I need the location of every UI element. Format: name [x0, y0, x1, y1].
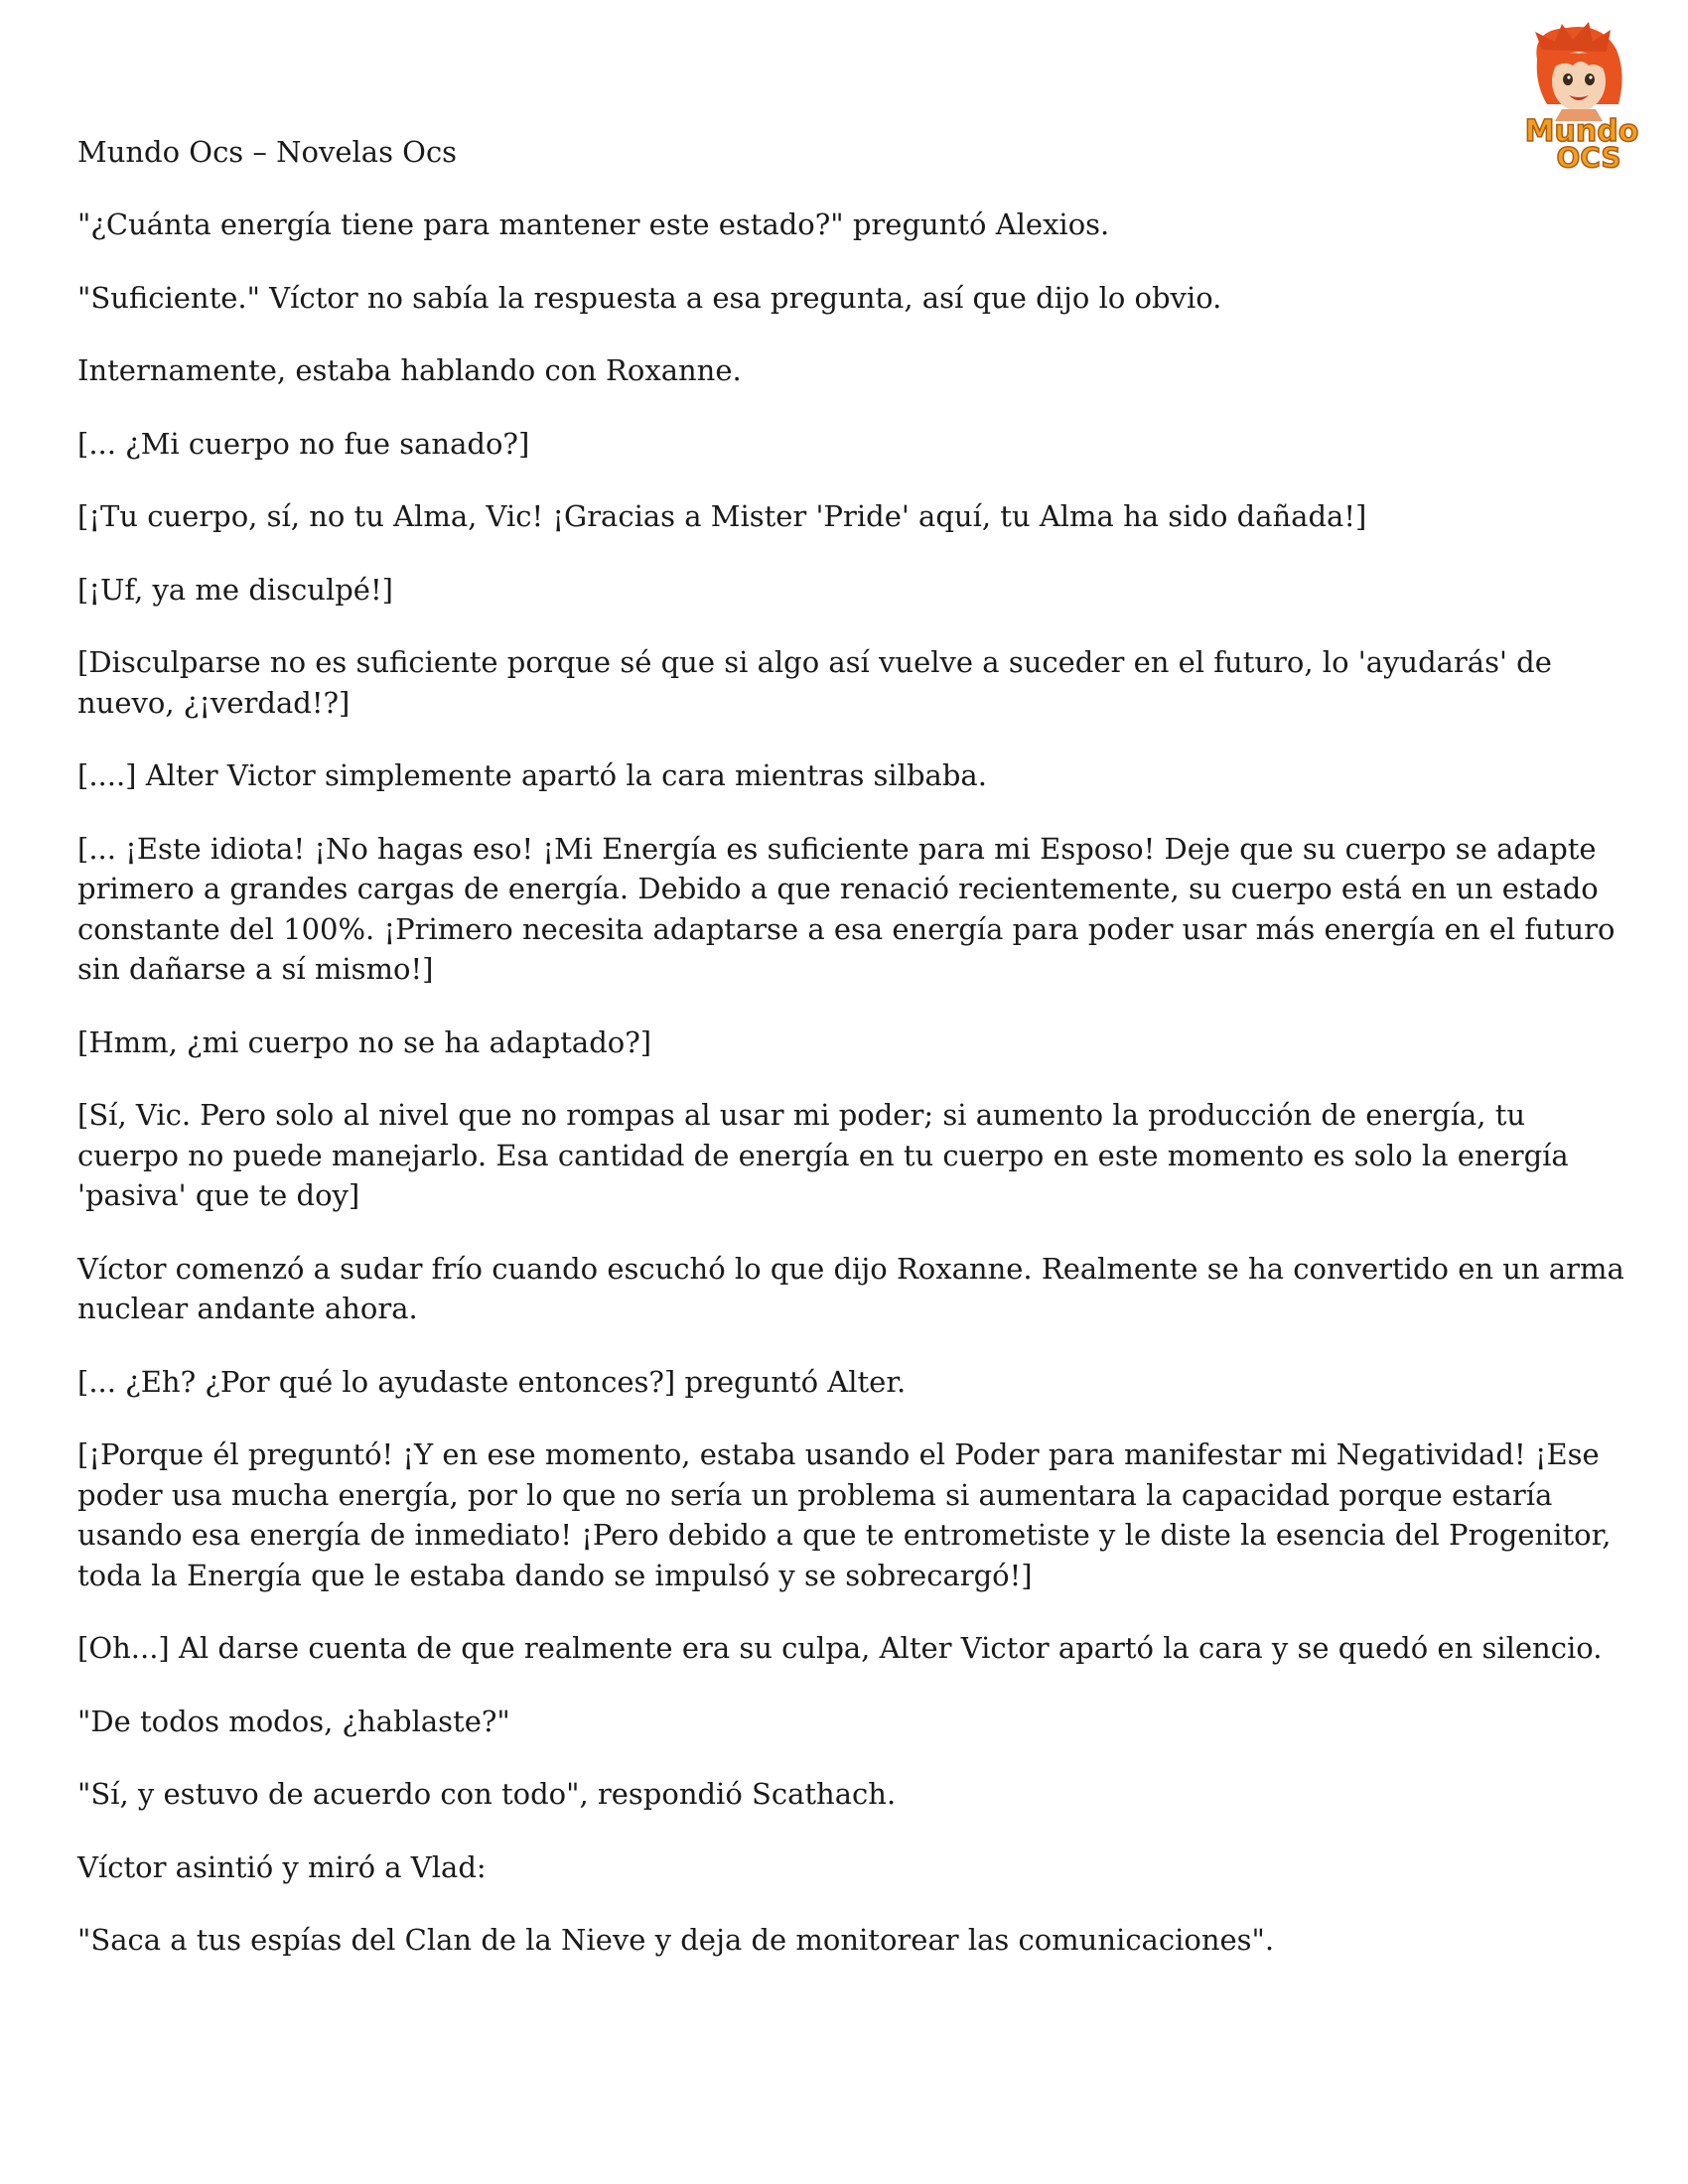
paragraph: [... ¿Eh? ¿Por qué lo ayudaste entonces?] preguntó Alter.: [77, 1364, 907, 1399]
document-header-title: Mundo Ocs – Novelas Ocs: [77, 135, 458, 169]
paragraph: "Saca a tus espías del Clan de la Nieve y deja de monitorear las comunicaciones".: [77, 1923, 1275, 1957]
document-body: [77, 205, 1626, 1993]
paragraph: [¡Tu cuerpo, sí, no tu Alma, Vic! ¡Gracias a Mister 'Pride' aquí, tu Alma ha sido dañada!]: [77, 499, 1367, 533]
paragraph: [... ¿Mi cuerpo no fue sanado?]: [77, 426, 530, 461]
paragraph: "Sí, y estuvo de acuerdo con todo", respondió Scathach.: [77, 1777, 897, 1811]
paragraph: Internamente, estaba hablando con Roxanne.: [77, 353, 742, 387]
paragraph: [Sí, Vic. Pero solo al nivel que no rompas al usar mi poder; si aumento la producción de energía, tu cuerpo no puede manejarlo. Esa cantidad de energía en tu cuerpo en este momento es solo la energía 'pasiva' que te doy]: [77, 1098, 1569, 1212]
paragraph: [Hmm, ¿mi cuerpo no se ha adaptado?]: [77, 1024, 652, 1059]
paragraph: "Suficiente." Víctor no sabía la respuesta a esa pregunta, así que dijo lo obvio.: [77, 280, 1222, 315]
paragraph: [¡Uf, ya me disculpé!]: [77, 572, 393, 607]
mundo-ocs-logo: [1507, 20, 1656, 174]
logo-text-mundo: Mundo: [1524, 114, 1639, 149]
paragraph: [....] Alter Victor simplemente apartó la cara mientras silbaba.: [77, 758, 987, 792]
paragraph: [¡Porque él preguntó! ¡Y en ese momento, estaba usando el Poder para manifestar mi Negatividad! ¡Ese poder usa mucha energía, por lo que no sería un problema si aumentara la capacidad porque estaría usando esa energía de inmediato! ¡Pero debido a que te entrometiste y le diste la esencia del Progenitor, toda la Energía que le estaba dando se impulsó y se sobrecargó!]: [77, 1437, 1612, 1592]
paragraph: [... ¡Este idiota! ¡No hagas eso! ¡Mi Energía es suficiente para mi Esposo! Deje que su cuerpo se adapte primero a grandes cargas de energía. Debido a que renació recientemente, su cuerpo está en un estado constante del 100%. ¡Primero necesita adaptarse a esa energía para poder usar más energía en el futuro sin dañarse a sí mismo!]: [77, 831, 1616, 986]
logo-text-ocs: OCS: [1556, 141, 1621, 174]
paragraph: "¿Cuánta energía tiene para mantener este estado?" preguntó Alexios.: [77, 207, 1110, 241]
paragraph: Víctor asintió y miró a Vlad:: [77, 1849, 487, 1884]
anime-girl-logo-icon: [1507, 20, 1656, 174]
paragraph: Víctor comenzó a sudar frío cuando escuchó lo que dijo Roxanne. Realmente se ha convertido en un arma nuclear andante ahora.: [77, 1251, 1624, 1325]
paragraph: [Oh...] Al darse cuenta de que realmente era su culpa, Alter Victor apartó la cara y se quedó en silencio.: [77, 1631, 1603, 1665]
paragraph: "De todos modos, ¿hablaste?": [77, 1704, 510, 1738]
paragraph: [Disculparse no es suficiente porque sé que si algo así vuelve a suceder en el futuro, lo 'ayudarás' de nuevo, ¿¡verdad!?]: [77, 645, 1552, 720]
